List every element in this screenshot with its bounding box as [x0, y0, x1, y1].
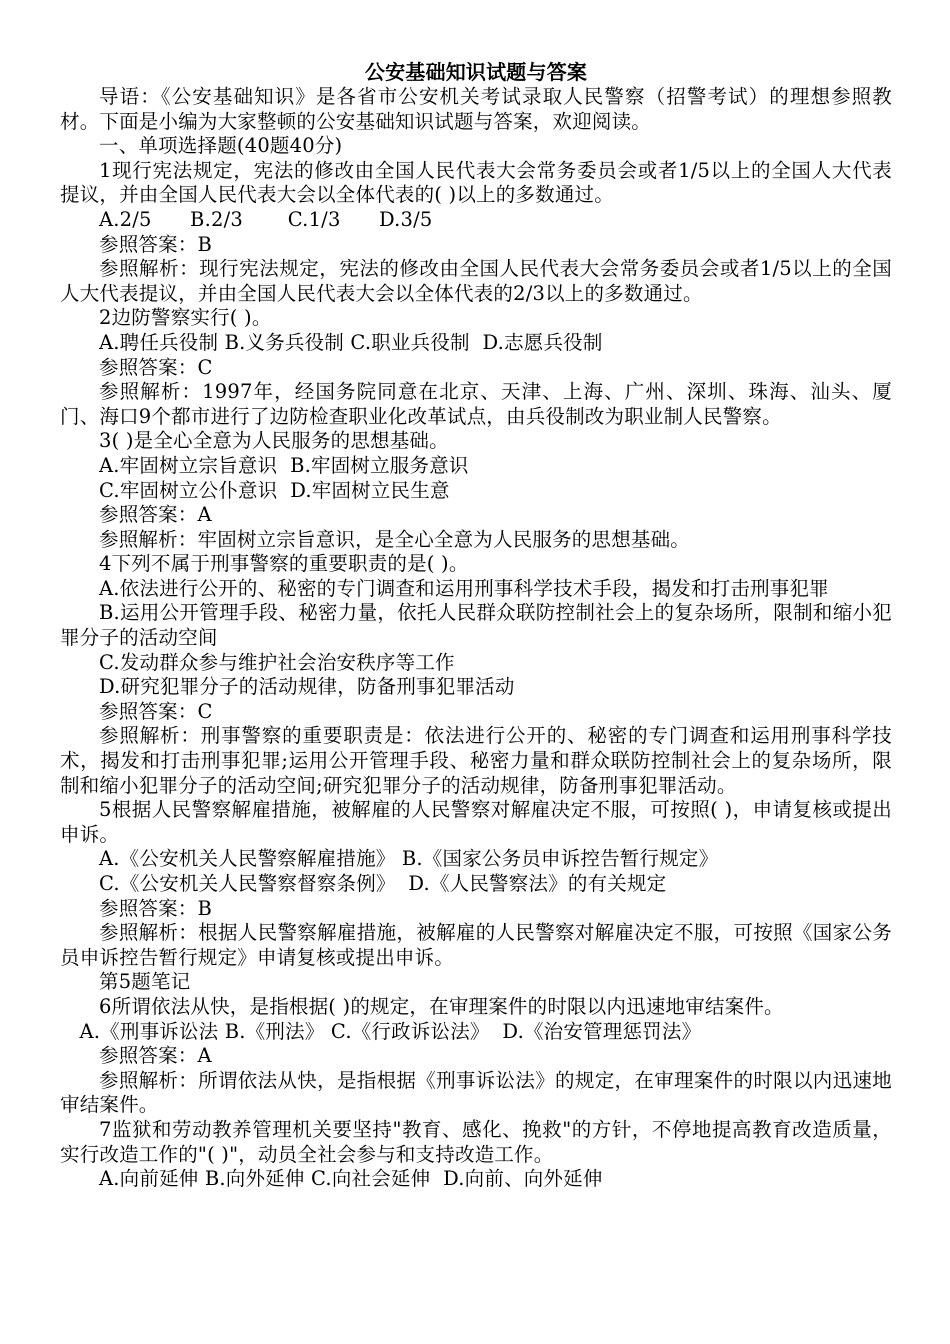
- question-4-answer: 参照答案：C: [99, 699, 213, 723]
- question-5-note: 第5题笔记: [99, 970, 191, 994]
- question-1-answer: 参照答案：B: [99, 232, 213, 256]
- question-2: 2边防警察实行( )。: [99, 306, 272, 330]
- question-1: 1现行宪法规定，宪法的修改由全国人民代表大会常务委员会或者1/5以上的全国人大代表提议，并由全国人民代表大会以全体代表的( )以上的多数通过。: [60, 158, 892, 207]
- question-2-answer: 参照答案：C: [99, 355, 213, 379]
- question-2-options: A.聘任兵役制 B.义务兵役制 C.职业兵役制 D.志愿兵役制: [99, 330, 603, 354]
- question-3-options-ab: A.牢固树立宗旨意识 B.牢固树立服务意识: [99, 453, 469, 477]
- question-1-options: A.2/5 B.2/3 C.1/3 D.3/5: [99, 207, 433, 231]
- question-4-option-a: A.依法进行公开的、秘密的专门调查和运用刑事科学技术手段，揭发和打击刑事犯罪: [99, 576, 829, 600]
- document-title: 公安基础知识试题与答案: [364, 60, 588, 84]
- question-3-analysis: 参照解析：牢固树立宗旨意识，是全心全意为人民服务的思想基础。: [99, 527, 691, 551]
- question-3-options-cd: C.牢固树立公仆意识 D.牢固树立民生意: [99, 478, 450, 502]
- question-4-analysis: 参照解析：刑事警察的重要职责是：依法进行公开的、秘密的专门调查和运用刑事科学技术，揭发和打击刑事犯罪;运用公开管理手段、秘密力量和群众联防控制社会上的复杂场所，限制和缩小犯罪分子的活动空间;研究犯罪分子的活动规律，防备刑事犯罪活动。: [60, 724, 892, 797]
- question-4-option-c: C.发动群众参与维护社会治安秩序等工作: [99, 650, 455, 674]
- intro-paragraph: 导语：《公安基础知识》是各省市公安机关考试录取人民警察（招警考试）的理想参照教材。下面是小编为大家整顿的公安基础知识试题与答案，欢迎阅读。: [60, 85, 892, 133]
- question-6: 6所谓依法从快，是指根据( )的规定，在审理案件的时限以内迅速地审结案件。: [99, 994, 784, 1018]
- question-1-analysis: 参照解析：现行宪法规定，宪法的修改由全国人民代表大会常务委员会或者1/5以上的全国人大代表提议，并由全国人民代表大会以全体代表的2/3以上的多数通过。: [60, 257, 892, 305]
- section-heading: 一、单项选择题(40题40分): [99, 134, 343, 158]
- question-5-options-cd: C.《公安机关人民警察督察条例》 D.《人民警察法》的有关规定: [99, 872, 667, 895]
- question-3-answer: 参照答案：A: [99, 503, 212, 527]
- question-5-analysis: 参照解析：根据人民警察解雇措施，被解雇的人民警察对解雇决定不服，可按照《国家公务员申诉控告暂行规定》申请复核或提出申诉。: [60, 921, 892, 969]
- question-4: 4下列不属于刑事警察的重要职责的是( )。: [99, 552, 469, 576]
- question-4-option-b: B.运用公开管理手段、秘密力量，依托人民群众联防控制社会上的复杂场所，限制和缩小犯罪分子的活动空间: [60, 601, 892, 650]
- question-7-options: A.向前延伸 B.向外延伸 C.向社会延伸 D.向前、向外延伸: [99, 1167, 603, 1191]
- question-3: 3( )是全心全意为人民服务的思想基础。: [99, 429, 449, 453]
- question-7: 7监狱和劳动教养管理机关要坚持"教育、感化、挽救"的方针，不停地提高教育改造质量，实行改造工作的"( )"，动员全社会参与和支持改造工作。: [60, 1117, 892, 1166]
- question-2-analysis: 参照解析：1997年，经国务院同意在北京、天津、上海、广州、深圳、珠海、汕头、厦门、海口9个都市进行了边防检查职业化改革试点，由兵役制改为职业制人民警察。: [60, 380, 892, 428]
- question-5: 5根据人民警察解雇措施，被解雇的人民警察对解雇决定不服，可按照( )，申请复核或提出申诉。: [60, 798, 892, 846]
- question-6-answer: 参照答案：A: [99, 1044, 212, 1068]
- question-4-option-d: D.研究犯罪分子的活动规律，防备刑事犯罪活动: [99, 675, 515, 699]
- question-5-answer: 参照答案：B: [99, 896, 213, 920]
- document-page: [60, 60, 892, 1192]
- question-6-analysis: 参照解析：所谓依法从快，是指根据《刑事诉讼法》的规定，在审理案件的时限以内迅速地审结案件。: [60, 1068, 892, 1117]
- question-5-options-ab: A.《公安机关人民警察解雇措施》 B.《国家公务员申诉控告暂行规定》: [99, 847, 719, 871]
- question-6-options: A.《刑事诉讼法 B.《刑法》 C.《行政诉讼法》 D.《治安管理惩罚法》: [79, 1019, 702, 1043]
